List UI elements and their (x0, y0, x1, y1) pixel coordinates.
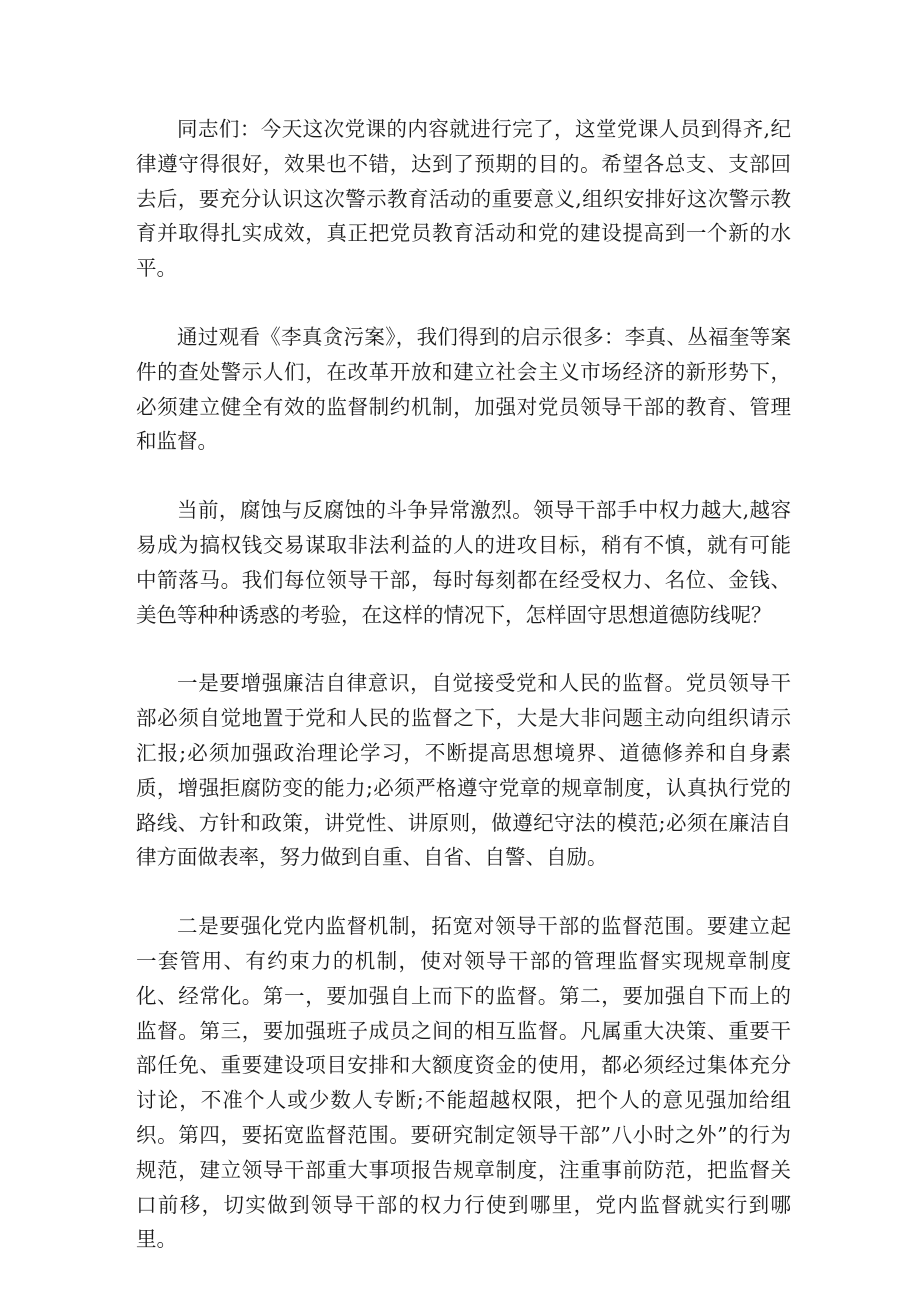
paragraph-case-lessons: 通过观看《李真贪污案》，我们得到的启示很多：李真、丛福奎等案件的查处警示人们，在改革开放和建立社会主义市场经济的新形势下，必须建立健全有效的监督制约机制，加强对党员领导干部的教育、管理和监督。 (136, 324, 791, 454)
paragraph-point-one: 一是要增强廉洁自律意识，自觉接受党和人民的监督。党员领导干部必须自觉地置于党和人民的监督之下，大是大非问题主动向组织请示汇报;必须加强政治理论学习，不断提高思想境界、道德修养和自身素质，增强拒腐防变的能力;必须严格遵守党章的规章制度，认真执行党的路线、方针和政策，讲党性、讲原则，做遵纪守法的模范;必须在廉洁自律方面做表率，努力做到自重、自省、自警、自励。 (136, 671, 791, 870)
paragraph-point-two: 二是要强化党内监督机制，拓宽对领导干部的监督范围。要建立起一套管用、有约束力的机制，使对领导干部的管理监督实现规章制度化、经常化。第一，要加强自上而下的监督。第二，要加强自下而上的监督。第三，要加强班子成员之间的相互监督。凡属重大决策、重要干部任免、重要建设项目安排和大额度资金的使用，都必须经过集体充分讨论，不准个人或少数人专断;不能超越权限，把个人的意见强加给组织。第四，要拓宽监督范围。要研究制定领导干部”八小时之外”的行为规范，建立领导干部重大事项报告规章制度，注重事前防范，把监督关口前移，切实做到领导干部的权力行使到哪里，党内监督就实行到哪里。 (136, 914, 791, 1252)
paragraph-current-situation: 当前，腐蚀与反腐蚀的斗争异常激烈。领导干部手中权力越大,越容易成为搞权钱交易谋取非法利益的人的进攻目标，稍有不慎，就有可能中箭落马。我们每位领导干部，每时每刻都在经受权力、名位、金钱、美色等种种诱惑的考验，在这样的情况下，怎样固守思想道德防线呢？ (136, 498, 791, 627)
document-body (136, 112, 791, 1291)
paragraph-closing-remarks: 同志们：今天这次党课的内容就进行完了，这堂党课人员到得齐,纪律遵守得很好，效果也不错，达到了预期的目的。希望各总支、支部回去后，要充分认识这次警示教育活动的重要意义,组织安排好这次警示教育并取得扎实成效，真正把党员教育活动和党的建设提高到一个新的水平。 (136, 117, 791, 281)
